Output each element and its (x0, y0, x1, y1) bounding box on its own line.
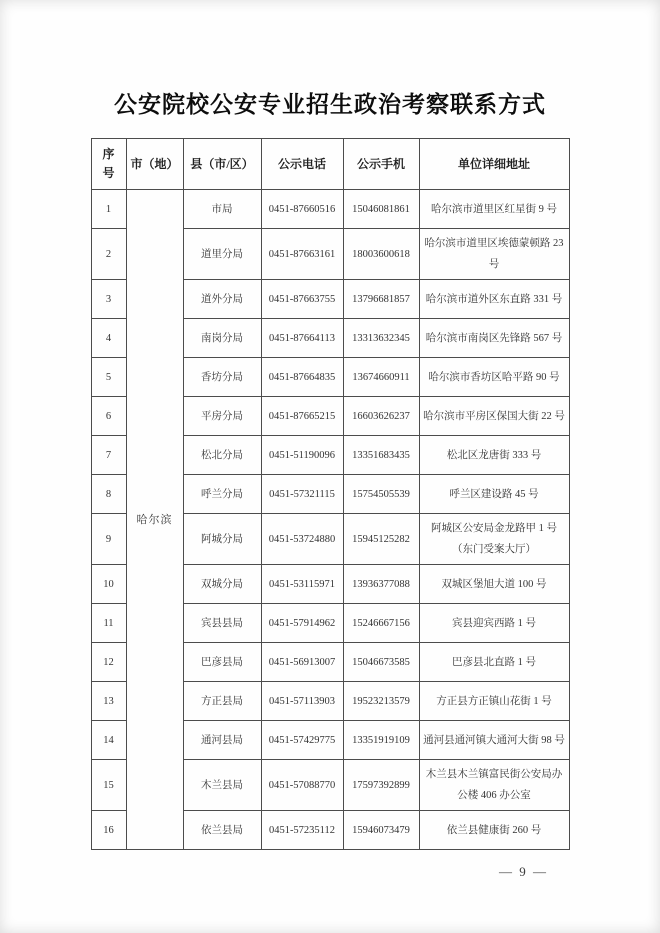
cell-mobile: 15946073479 (343, 811, 419, 850)
cell-address: 哈尔滨市道外区东直路 331 号 (419, 280, 569, 319)
cell-mobile: 13674660911 (343, 358, 419, 397)
cell-no: 14 (91, 721, 126, 760)
column-header-no: 序号 (91, 139, 126, 190)
cell-city-merged: 哈尔滨 (126, 190, 183, 850)
cell-no: 7 (91, 436, 126, 475)
cell-phone: 0451-53724880 (261, 514, 343, 565)
cell-mobile: 15046081861 (343, 190, 419, 229)
cell-phone: 0451-57088770 (261, 760, 343, 811)
cell-county: 松北分局 (183, 436, 261, 475)
cell-no: 1 (91, 190, 126, 229)
cell-no: 6 (91, 397, 126, 436)
cell-no: 15 (91, 760, 126, 811)
cell-phone: 0451-87663755 (261, 280, 343, 319)
cell-phone: 0451-87664113 (261, 319, 343, 358)
cell-address: 哈尔滨市道里区埃德蒙顿路 23 号 (419, 229, 569, 280)
cell-address: 通河县通河镇大通河大街 98 号 (419, 721, 569, 760)
cell-address: 阿城区公安局金龙路甲 1 号（东门受案大厅） (419, 514, 569, 565)
cell-no: 16 (91, 811, 126, 850)
cell-no: 8 (91, 475, 126, 514)
cell-mobile: 15246667156 (343, 604, 419, 643)
cell-county: 依兰县局 (183, 811, 261, 850)
cell-address: 哈尔滨市平房区保国大街 22 号 (419, 397, 569, 436)
cell-county: 通河县局 (183, 721, 261, 760)
cell-address: 双城区堡旭大道 100 号 (419, 565, 569, 604)
cell-address: 哈尔滨市道里区红星街 9 号 (419, 190, 569, 229)
column-header-city: 市（地） (126, 139, 183, 190)
cell-phone: 0451-87665215 (261, 397, 343, 436)
cell-phone: 0451-57914962 (261, 604, 343, 643)
cell-phone: 0451-57429775 (261, 721, 343, 760)
cell-mobile: 15754505539 (343, 475, 419, 514)
cell-address: 哈尔滨市南岗区先锋路 567 号 (419, 319, 569, 358)
cell-no: 2 (91, 229, 126, 280)
cell-phone: 0451-53115971 (261, 565, 343, 604)
cell-no: 10 (91, 565, 126, 604)
cell-county: 双城分局 (183, 565, 261, 604)
cell-mobile: 13351919109 (343, 721, 419, 760)
column-header-mobile: 公示手机 (343, 139, 419, 190)
cell-no: 4 (91, 319, 126, 358)
cell-mobile: 13313632345 (343, 319, 419, 358)
cell-no: 5 (91, 358, 126, 397)
cell-address: 松北区龙唐街 333 号 (419, 436, 569, 475)
cell-mobile: 18003600618 (343, 229, 419, 280)
cell-phone: 0451-57113903 (261, 682, 343, 721)
cell-county: 宾县县局 (183, 604, 261, 643)
cell-county: 阿城分局 (183, 514, 261, 565)
cell-address: 哈尔滨市香坊区哈平路 90 号 (419, 358, 569, 397)
cell-no: 12 (91, 643, 126, 682)
cell-address: 巴彦县北直路 1 号 (419, 643, 569, 682)
cell-county: 市局 (183, 190, 261, 229)
page-title: 公安院校公安专业招生政治考察联系方式 (114, 92, 546, 117)
cell-no: 13 (91, 682, 126, 721)
cell-phone: 0451-87660516 (261, 190, 343, 229)
cell-address: 宾县迎宾西路 1 号 (419, 604, 569, 643)
cell-address: 方正县方正镇山花街 1 号 (419, 682, 569, 721)
cell-county: 呼兰分局 (183, 475, 261, 514)
cell-address: 依兰县健康街 260 号 (419, 811, 569, 850)
column-header-phone: 公示电话 (261, 139, 343, 190)
table-body (91, 190, 569, 850)
table-header (91, 139, 569, 190)
cell-no: 9 (91, 514, 126, 565)
header-row (91, 139, 569, 190)
cell-county: 道里分局 (183, 229, 261, 280)
cell-mobile: 13351683435 (343, 436, 419, 475)
page-number: — 9 — (499, 864, 548, 879)
cell-county: 南岗分局 (183, 319, 261, 358)
cell-phone: 0451-56913007 (261, 643, 343, 682)
cell-county: 平房分局 (183, 397, 261, 436)
cell-mobile: 19523213579 (343, 682, 419, 721)
cell-county: 巴彦县局 (183, 643, 261, 682)
cell-mobile: 17597392899 (343, 760, 419, 811)
cell-no: 3 (91, 280, 126, 319)
cell-mobile: 16603626237 (343, 397, 419, 436)
cell-county: 道外分局 (183, 280, 261, 319)
table-row (91, 190, 569, 229)
cell-address: 木兰县木兰镇富民街公安局办公楼 406 办公室 (419, 760, 569, 811)
column-header-county: 县（市/区） (183, 139, 261, 190)
cell-phone: 0451-57235112 (261, 811, 343, 850)
cell-mobile: 13936377088 (343, 565, 419, 604)
cell-address: 呼兰区建设路 45 号 (419, 475, 569, 514)
cell-no: 11 (91, 604, 126, 643)
contact-table (91, 138, 570, 850)
cell-phone: 0451-87663161 (261, 229, 343, 280)
column-header-address: 单位详细地址 (419, 139, 569, 190)
cell-mobile: 15945125282 (343, 514, 419, 565)
cell-mobile: 15046673585 (343, 643, 419, 682)
cell-phone: 0451-87664835 (261, 358, 343, 397)
cell-mobile: 13796681857 (343, 280, 419, 319)
cell-phone: 0451-51190096 (261, 436, 343, 475)
cell-county: 香坊分局 (183, 358, 261, 397)
cell-county: 方正县局 (183, 682, 261, 721)
cell-county: 木兰县局 (183, 760, 261, 811)
cell-phone: 0451-57321115 (261, 475, 343, 514)
